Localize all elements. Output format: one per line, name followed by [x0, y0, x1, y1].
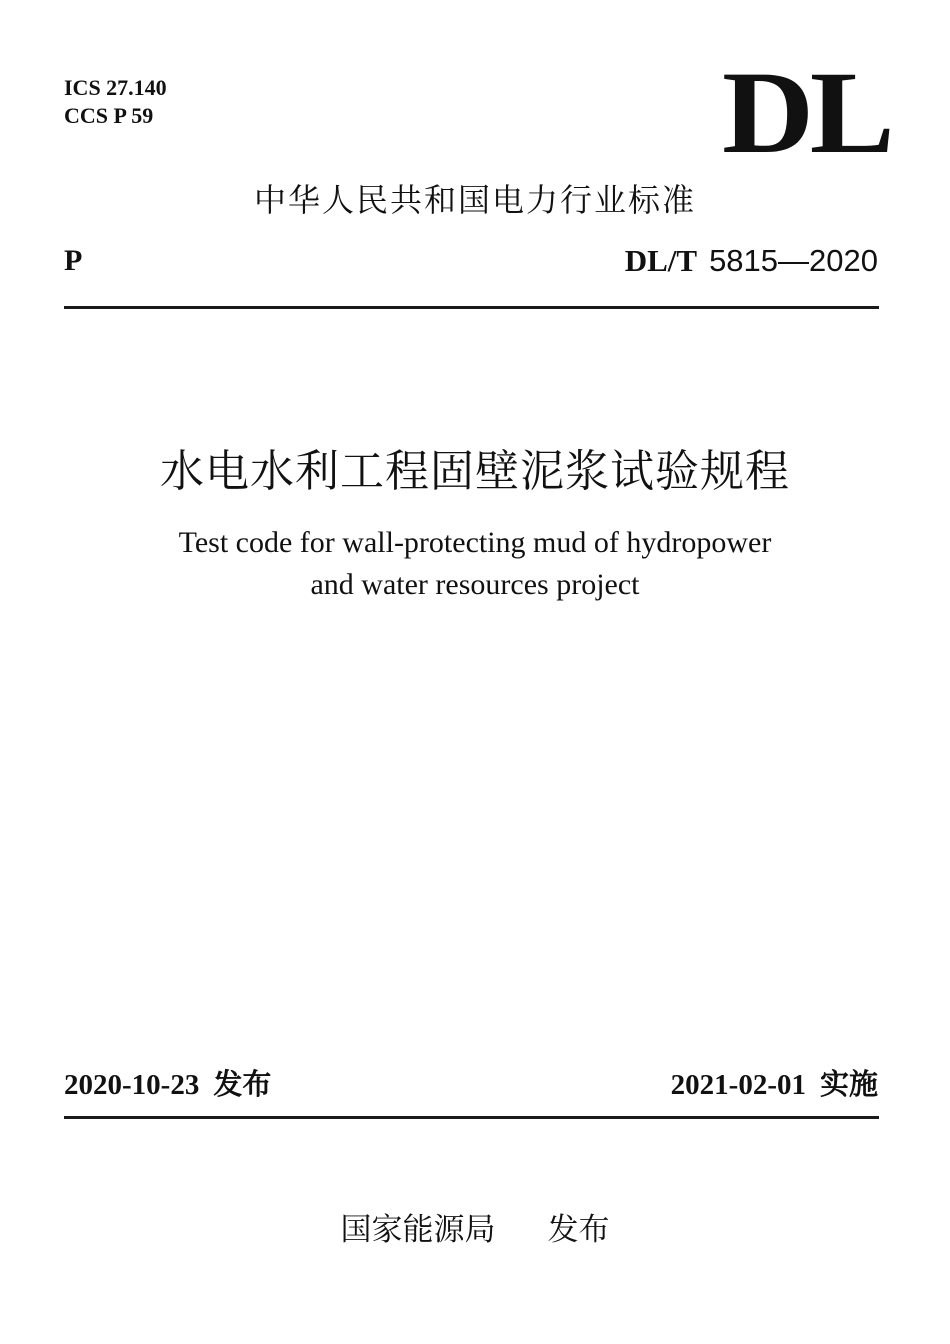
english-title-line-1: Test code for wall-protecting mud of hydropower — [178, 526, 772, 559]
english-title — [0, 522, 950, 606]
implement-date-block — [671, 1064, 878, 1105]
standard-number — [625, 243, 878, 279]
ics-code: ICS 27.140 — [64, 75, 167, 100]
top-divider — [64, 306, 879, 309]
publisher-action: 发布 — [547, 1212, 610, 1248]
issue-date-block — [64, 1064, 271, 1105]
english-title-line-2: and water resources project — [310, 568, 640, 601]
ccs-code: CCS P 59 — [64, 103, 154, 128]
publisher-line — [0, 1208, 950, 1252]
chinese-title: 水电水利工程固壁泥浆试验规程 — [160, 446, 790, 497]
issue-date: 2020-10-23 — [64, 1069, 200, 1101]
category-letter: P — [64, 244, 83, 277]
classification-codes — [64, 74, 167, 130]
standard-code: 5815—2020 — [709, 243, 878, 278]
industry-standard-title: 中华人民共和国电力行业标准 — [253, 181, 696, 219]
issue-label: 发布 — [213, 1067, 272, 1101]
bottom-divider — [64, 1116, 879, 1119]
implement-label: 实施 — [819, 1067, 878, 1101]
implement-date: 2021-02-01 — [670, 1069, 806, 1101]
dl-logo: DL — [722, 47, 891, 178]
publisher-name: 国家能源局 — [340, 1212, 496, 1248]
standard-prefix: DL/T — [624, 243, 698, 278]
